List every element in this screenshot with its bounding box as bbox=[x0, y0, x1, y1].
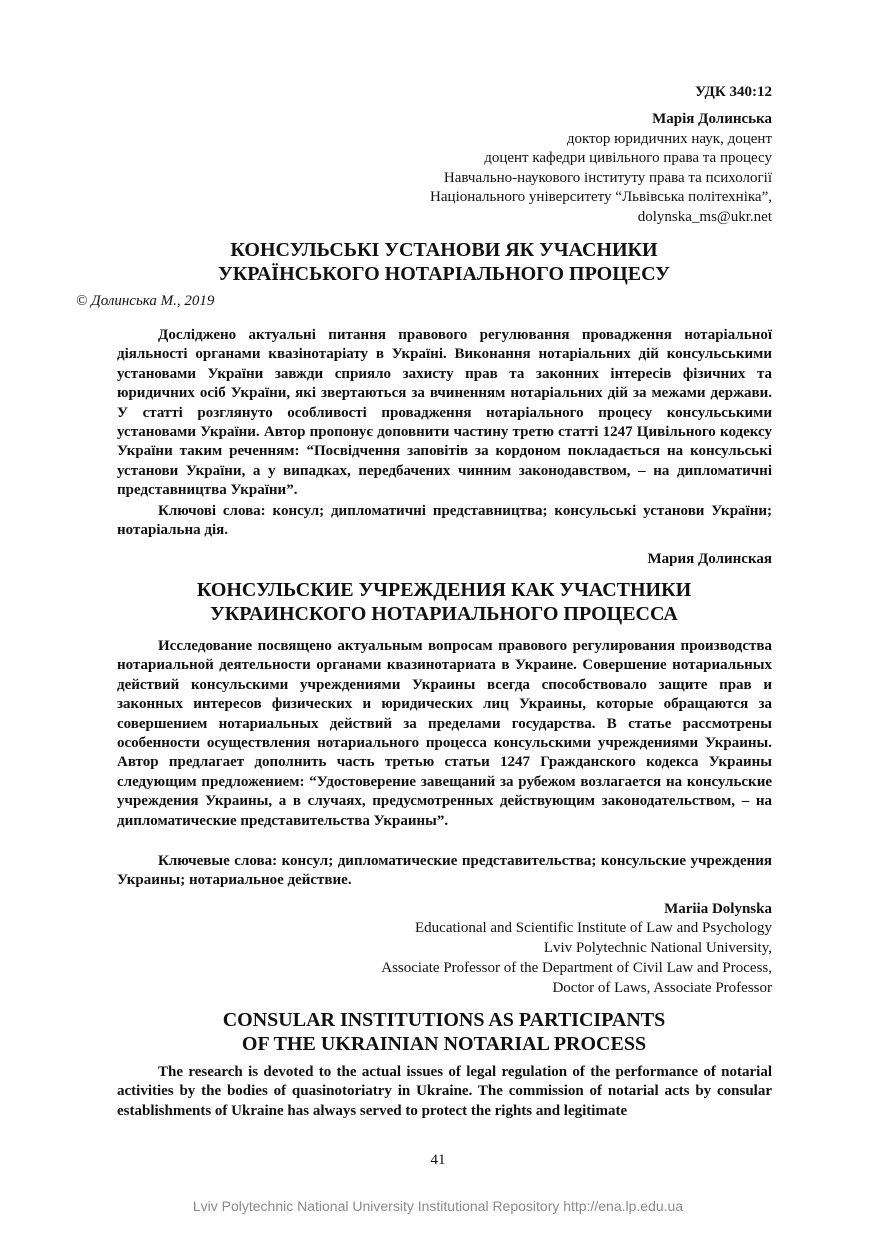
ua-title-line: КОНСУЛЬСЬКІ УСТАНОВИ ЯК УЧАСНИКИ bbox=[230, 239, 658, 261]
en-article-title bbox=[116, 1008, 772, 1056]
ru-article-title bbox=[116, 578, 772, 626]
copyright-line: © Долинська М., 2019 bbox=[76, 293, 215, 309]
ru-author-name: Мария Долинская bbox=[647, 551, 772, 567]
ua-affiliation-line: Навчально-наукового інституту права та психології bbox=[443, 169, 772, 186]
repository-footer: Lviv Polytechnic National University Institutional Repository http://ena.lp.edu.ua bbox=[192, 1198, 684, 1214]
en-author-name: Mariia Dolynska bbox=[664, 901, 772, 917]
ua-keywords: Ключові слова: консул; дипломатичні представництва; консульські установи України; нотаріальна дія. bbox=[117, 503, 772, 539]
ru-title-line: КОНСУЛЬСКИЕ УЧРЕЖДЕНИЯ КАК УЧАСТНИКИ bbox=[196, 579, 692, 601]
ua-affiliation-line: доктор юридичних наук, доцент bbox=[566, 130, 772, 147]
udc-code: УДК 340:12 bbox=[695, 84, 772, 100]
ru-keywords: Ключевые слова: консул; дипломатические представительства; консульские учреждения Украины; нотариальное действие. bbox=[117, 853, 772, 889]
ua-author-block bbox=[430, 110, 772, 227]
ua-author-name: Марія Долинська bbox=[652, 111, 772, 127]
ua-title-line: УКРАЇНСЬКОГО НОТАРІАЛЬНОГО ПРОЦЕСУ bbox=[218, 263, 670, 285]
ua-affiliation-line: Національного університету “Львівська політехніка”, bbox=[430, 189, 772, 205]
ua-article-title bbox=[116, 238, 772, 286]
en-affiliation-line: Associate Professor of the Department of Civil Law and Process, bbox=[381, 960, 772, 976]
ru-title-line: УКРАИНСКОГО НОТАРИАЛЬНОГО ПРОЦЕССА bbox=[210, 603, 678, 625]
en-abstract: The research is devoted to the actual issues of legal regulation of the performance of notarial activities by the bodies of quasinotoriatry in Ukraine. The commission of notarial acts by consular establishments of Ukraine has always served to protect the rights and legitimate bbox=[117, 1064, 772, 1119]
ru-abstract: Исследование посвящено актуальным вопросам правового регулирования производства нотариальной деятельности органами квазинотариата в Украине. Совершение нотариальных действий консульскими учреждениями Украины всегда способствовало защите прав и законных интересов физических и юридических лиц Украины, которые обращаются за совершением нотариальных действий за пределами государства. В статье рассмотрены особенности осуществления нотариального процесса консульскими учреждениями Украины. Автор предлагает дополнить часть третью статьи 1247 Гражданского кодекса Украины следующим предложением: “Удостоверение завещаний за рубежом возлагается на консульские учреждения Украины, а в случаях, предусмотренных действующим законодательством, – на дипломатические представительства Украины”. bbox=[117, 638, 772, 829]
en-title-line: CONSULAR INSTITUTIONS AS PARTICIPANTS bbox=[222, 1009, 666, 1031]
en-affiliation-line: Doctor of Laws, Associate Professor bbox=[552, 980, 772, 996]
en-affiliation-line: Educational and Scientific Institute of Law and Psychology bbox=[415, 920, 772, 936]
page-number: 41 bbox=[430, 1152, 446, 1168]
ua-abstract: Досліджено актуальні питання правового регулювання провадження нотаріальної діяльності органами квазінотаріату в Україні. Виконання нотаріальних дій консульськими установами України завжди сприяло захисту прав та законних інтересів фізичних та юридичних осіб України, які звертаються за вчиненням нотаріальних дій за межами держави. У статті розглянуто особливості провадження нотаріального процесу консульськими установами України. Автор пропонує доповнити частину третю статті 1247 Цивільного кодексу України таким реченням: “Посвідчення заповітів за кордоном покладається на консульські установи України, а у випадках, передбачених чинним законодавством, – на дипломатичні представництва України”. bbox=[117, 327, 772, 499]
ua-email: dolynska_ms@ukr.net bbox=[637, 208, 772, 225]
ua-affiliation-line: доцент кафедри цивільного права та процесу bbox=[484, 150, 772, 166]
en-affiliation-block bbox=[381, 918, 772, 998]
en-title-line: OF THE UKRAINIAN NOTARIAL PROCESS bbox=[241, 1033, 647, 1055]
en-affiliation-line: Lviv Polytechnic National University, bbox=[543, 940, 772, 956]
